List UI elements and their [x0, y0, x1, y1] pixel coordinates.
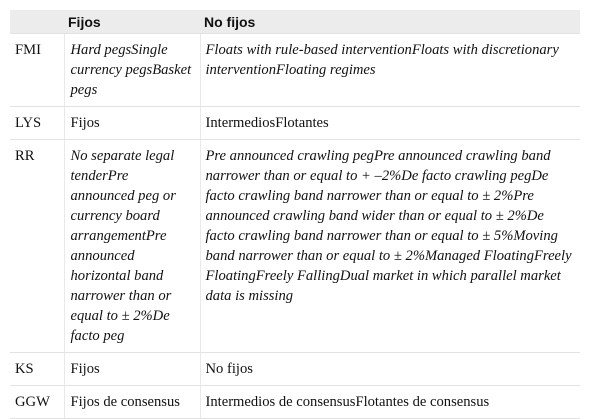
fijos-cell: No separate legal tenderPre announced peg or currency board arrangementPre announced horizontal band narrower than or equal to ± 2%De facto peg: [64, 140, 200, 353]
row-code-cell: KS: [10, 353, 64, 386]
row-code-cell: GGW: [10, 386, 64, 419]
regimes-table: [10, 10, 580, 419]
row-code-cell: FMI: [10, 34, 64, 107]
no-fijos-cell: No fijos: [200, 353, 580, 386]
row-code-cell: RR: [10, 140, 64, 353]
fijos-cell: Fijos: [64, 353, 200, 386]
row-code-cell: LYS: [10, 107, 64, 140]
table-row: [10, 34, 580, 107]
table-row: [10, 107, 580, 140]
fijos-cell: Hard pegsSingle currency pegsBasket pegs: [64, 34, 200, 107]
header-cell-fijos: Fijos: [64, 10, 200, 34]
table-row: [10, 386, 580, 419]
fijos-cell: Fijos: [64, 107, 200, 140]
regimes-table-container: [10, 10, 580, 419]
table-row: [10, 140, 580, 353]
header-cell-no-fijos: No fijos: [200, 10, 580, 34]
header-cell-blank: [10, 10, 64, 34]
no-fijos-cell: Floats with rule-based interventionFloats with discretionary interventionFloating regimes: [200, 34, 580, 107]
no-fijos-cell: Pre announced crawling pegPre announced crawling band narrower than or equal to + –2%De facto crawling pegDe facto crawling band narrower than or equal to ± 2%Pre announced crawling band wider than or equal to ± 2%De facto crawling band narrower than or equal to ± 5%Moving band narrower than or equal to ± 2%Managed FloatingFreely FloatingFreely FallingDual market in which parallel market data is missing: [200, 140, 580, 353]
table-row: [10, 353, 580, 386]
no-fijos-cell: Intermedios de consensusFlotantes de consensus: [200, 386, 580, 419]
header-row: [10, 10, 580, 34]
no-fijos-cell: IntermediosFlotantes: [200, 107, 580, 140]
fijos-cell: Fijos de consensus: [64, 386, 200, 419]
